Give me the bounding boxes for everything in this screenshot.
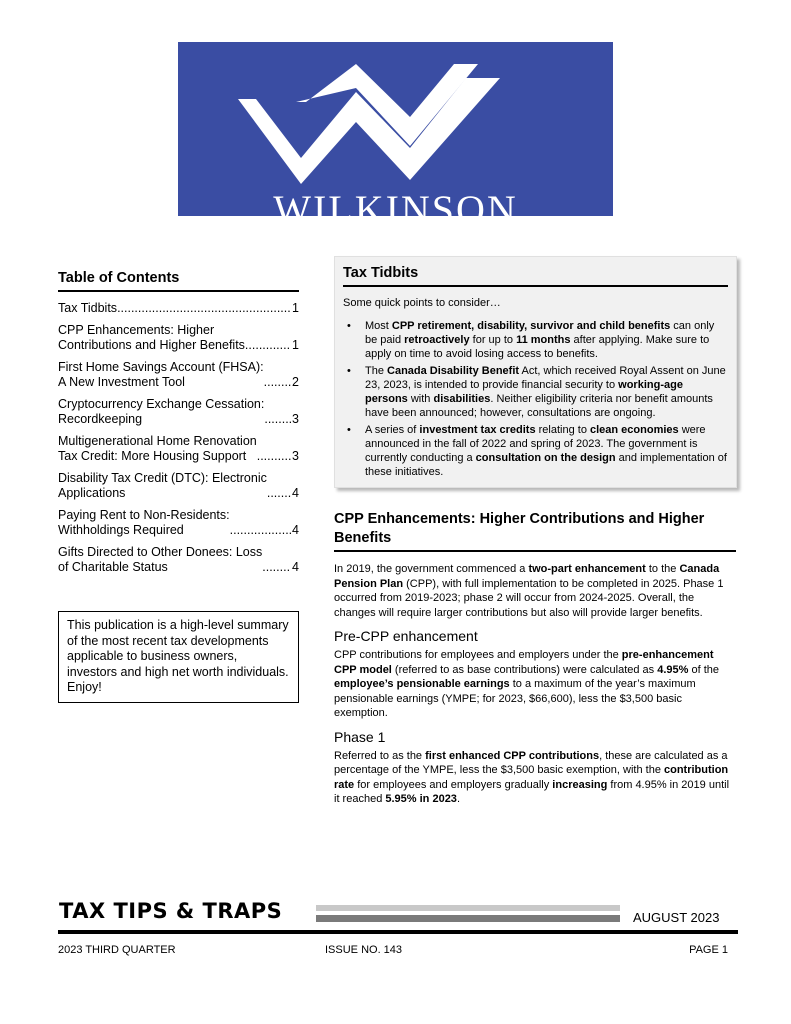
tidbit-item: • A series of investment tax credits relating to clean economies were announced in the fall of 2022 and spring of 2023. The government is currently conducting a consultation on the design and implementation of these initiatives. — [347, 424, 727, 478]
footer-quarter: 2023 THIRD QUARTER — [58, 944, 176, 956]
tax-tidbits-list — [343, 319, 728, 479]
footer-issue: ISSUE NO. 143 — [325, 944, 403, 956]
toc-item-label: Disability Tax Credit (DTC): Electronic Applications — [58, 471, 267, 500]
footer-page: PAGE 1 — [689, 944, 728, 956]
toc-item-label: Gifts Directed to Other Donees: Loss of Charitable Status — [58, 545, 263, 574]
toc-leader-dots — [264, 412, 291, 427]
toc-item-page: 1 — [292, 301, 299, 315]
toc-item — [58, 434, 299, 464]
toc-item — [58, 301, 299, 316]
toc-item — [58, 360, 299, 390]
toc-leader-dots — [264, 375, 291, 390]
toc-item-label: Tax Tidbits — [58, 301, 118, 315]
bullet-icon: • — [347, 424, 351, 436]
tidbit-item: • The Canada Disability Benefit Act, which received Royal Assent on June 23, 2023, is intended to provide financial security to working-age persons with disabilities. Neither eligibility criteria nor benefit amounts have been announced; however, consultations are ongoing. — [347, 365, 726, 419]
toc-item — [58, 545, 299, 575]
footer-bar-dark — [316, 915, 620, 922]
toc-item-label: CPP Enhancements: Higher Contributions and Higher Benefits — [58, 323, 245, 352]
newsletter-brand: TAX TIPS & TRAPS — [59, 899, 283, 923]
toc-leader-dots — [230, 523, 291, 538]
toc-item — [58, 397, 299, 427]
toc-item — [58, 471, 299, 501]
toc-item-page: 4 — [292, 523, 299, 537]
toc-item-page: 4 — [292, 486, 299, 500]
toc-item-label: First Home Savings Account (FHSA): A New Investment Tool — [58, 360, 264, 389]
toc-leader-dots — [117, 301, 291, 316]
bullet-icon: • — [347, 365, 351, 377]
toc-item — [58, 323, 299, 353]
logo-wordmark: WILKINSON — [273, 187, 518, 232]
table-of-contents — [58, 270, 299, 582]
cpp-intro-paragraph: In 2019, the government commenced a two-part enhancement to the Canada Pension Plan (CPP), with full implementation to be completed in 2025. Phase 1 occurred from 2019-2023; phase 2 will occur from 2024-2025. Overall, the changes will require larger contributions but also will provide larger benefits. — [334, 563, 724, 619]
section-heading: Pre-CPP enhancement — [334, 628, 478, 644]
issue-date: AUGUST 2023 — [633, 910, 720, 925]
cpp-sections — [334, 628, 736, 807]
toc-list — [58, 301, 299, 575]
publication-note: This publication is a high-level summary of the most recent tax developments applicable to business owners, investors and high net worth individuals. Enjoy! — [58, 611, 299, 703]
tax-tidbits-box — [334, 256, 737, 488]
toc-item-label: Cryptocurrency Exchange Cessation: Recordkeeping — [58, 397, 265, 426]
toc-item-page: 1 — [292, 338, 299, 352]
footer-rule — [58, 930, 738, 934]
tidbit-item: • Most CPP retirement, disability, survivor and child benefits can only be paid retroactively for up to 11 months after applying. Make sure to apply on time to avoid losing access to benefits. — [347, 320, 715, 360]
section-paragraph: Referred to as the first enhanced CPP contributions, these are calculated as a percentage of the YMPE, less the $3,500 basic exemption, with the contribution rate for employees and employers gradually increasing from 4.95% in 2019 until it reached 5.95% in 2023. — [334, 749, 730, 805]
toc-item-label: Multigenerational Home Renovation Tax Credit: More Housing Support — [58, 434, 257, 463]
toc-leader-dots — [245, 338, 291, 353]
toc-item-page: 3 — [292, 449, 299, 463]
tax-tidbits-title: Tax Tidbits — [343, 265, 728, 287]
company-logo — [178, 42, 613, 232]
toc-leader-dots — [262, 560, 291, 575]
toc-item — [58, 508, 299, 538]
toc-item-page: 4 — [292, 560, 299, 574]
toc-leader-dots — [257, 449, 291, 464]
toc-item-page: 3 — [292, 412, 299, 426]
tax-tidbits-intro: Some quick points to consider… — [343, 297, 501, 309]
cpp-article — [334, 510, 736, 807]
toc-title: Table of Contents — [58, 270, 299, 292]
cpp-article-title: CPP Enhancements: Higher Contributions and Higher Benefits — [334, 510, 736, 552]
toc-item-page: 2 — [292, 375, 299, 389]
toc-leader-dots — [267, 486, 291, 501]
bullet-icon: • — [347, 320, 351, 332]
section-heading: Phase 1 — [334, 728, 386, 745]
section-paragraph: CPP contributions for employees and employers under the pre-enhancement CPP model (referred to as base contributions) were calculated as 4.95% of the employee’s pensionable earnings to a maximum of the year’s maximum pensionable earnings (YMPE; for 2023, $66,600), less the $3,500 basic exemption. — [334, 649, 720, 719]
toc-item-label: Paying Rent to Non-Residents: Withholdings Required — [58, 508, 230, 537]
footer-bar-light — [316, 905, 620, 911]
